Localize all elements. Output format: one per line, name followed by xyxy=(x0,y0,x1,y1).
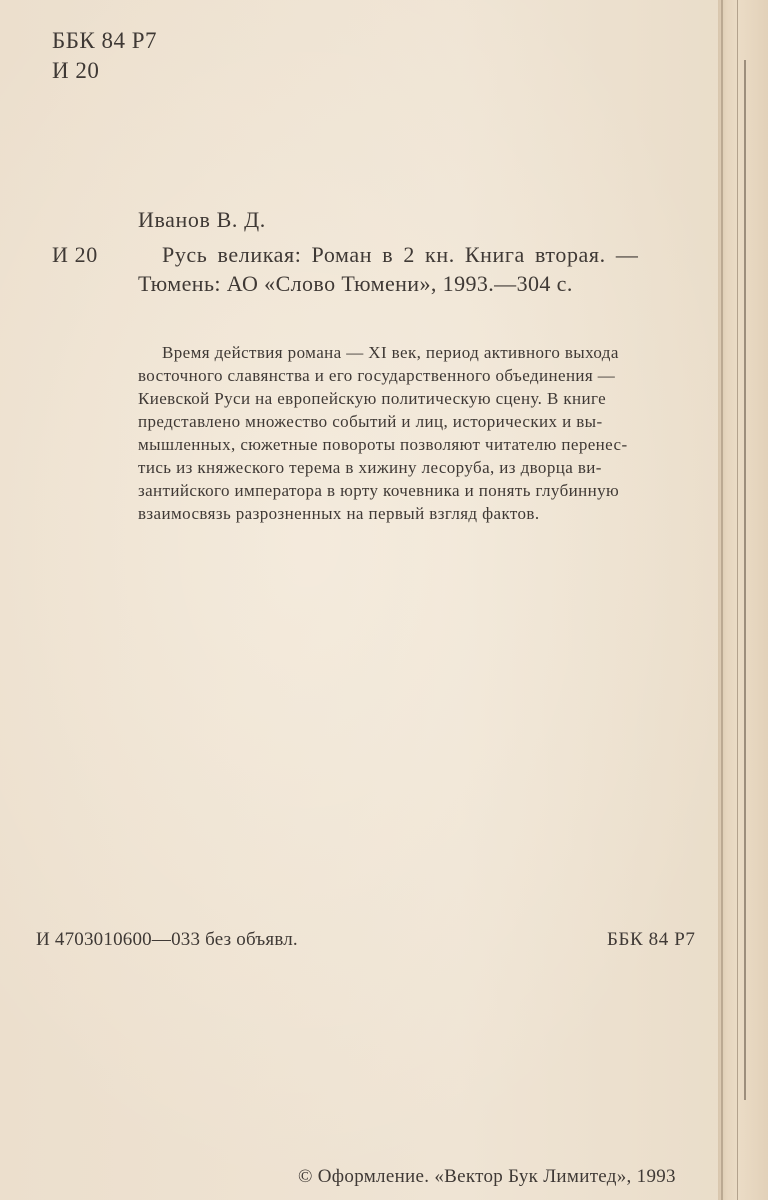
annotation-line: зантийского императора в юрту кочевника и понять глубинную xyxy=(138,481,620,500)
copyright-line: © Оформление. «Вектор Бук Лимитед», 1993 xyxy=(298,1166,676,1187)
annotation-line: восточного славянства и его государственного объединения — xyxy=(138,366,616,385)
publication-info-line: Тюмень: АО «Слово Тюмени», 1993.—304 с. xyxy=(138,271,573,296)
annotation-line: представлено множество событий и лиц, исторических и вы- xyxy=(138,412,603,431)
annotation-line: Киевской Руси на европейскую политическую сцену. В книге xyxy=(138,389,607,408)
annotation-line: взаимосвязь разрозненных на первый взгляд фактов. xyxy=(138,504,540,523)
author-name: Иванов В. Д. xyxy=(138,207,266,232)
author-index-left: И 20 xyxy=(52,242,98,267)
annotation-line: Время действия романа — XI век, период активного выхода xyxy=(162,343,619,362)
isbn-line: И 4703010600—033 без объявл. xyxy=(36,929,298,950)
bbk-code-bottom: ББК 84 Р7 xyxy=(607,929,696,950)
book-title-line: Русь великая: Роман в 2 кн. Книга вторая. — xyxy=(162,242,639,267)
annotation-line: мышленных, сюжетные повороты позволяют читателю перенес- xyxy=(138,435,628,454)
next-page-frame-border xyxy=(744,60,768,1100)
page-edge-line xyxy=(721,0,723,1200)
author-index-top: И 20 xyxy=(52,58,100,83)
bbk-code-top: ББК 84 Р7 xyxy=(52,28,158,53)
annotation-line: тись из княжеского терема в хижину лесоруба, из дворца ви- xyxy=(138,458,602,477)
page-edge-line xyxy=(737,0,738,1200)
